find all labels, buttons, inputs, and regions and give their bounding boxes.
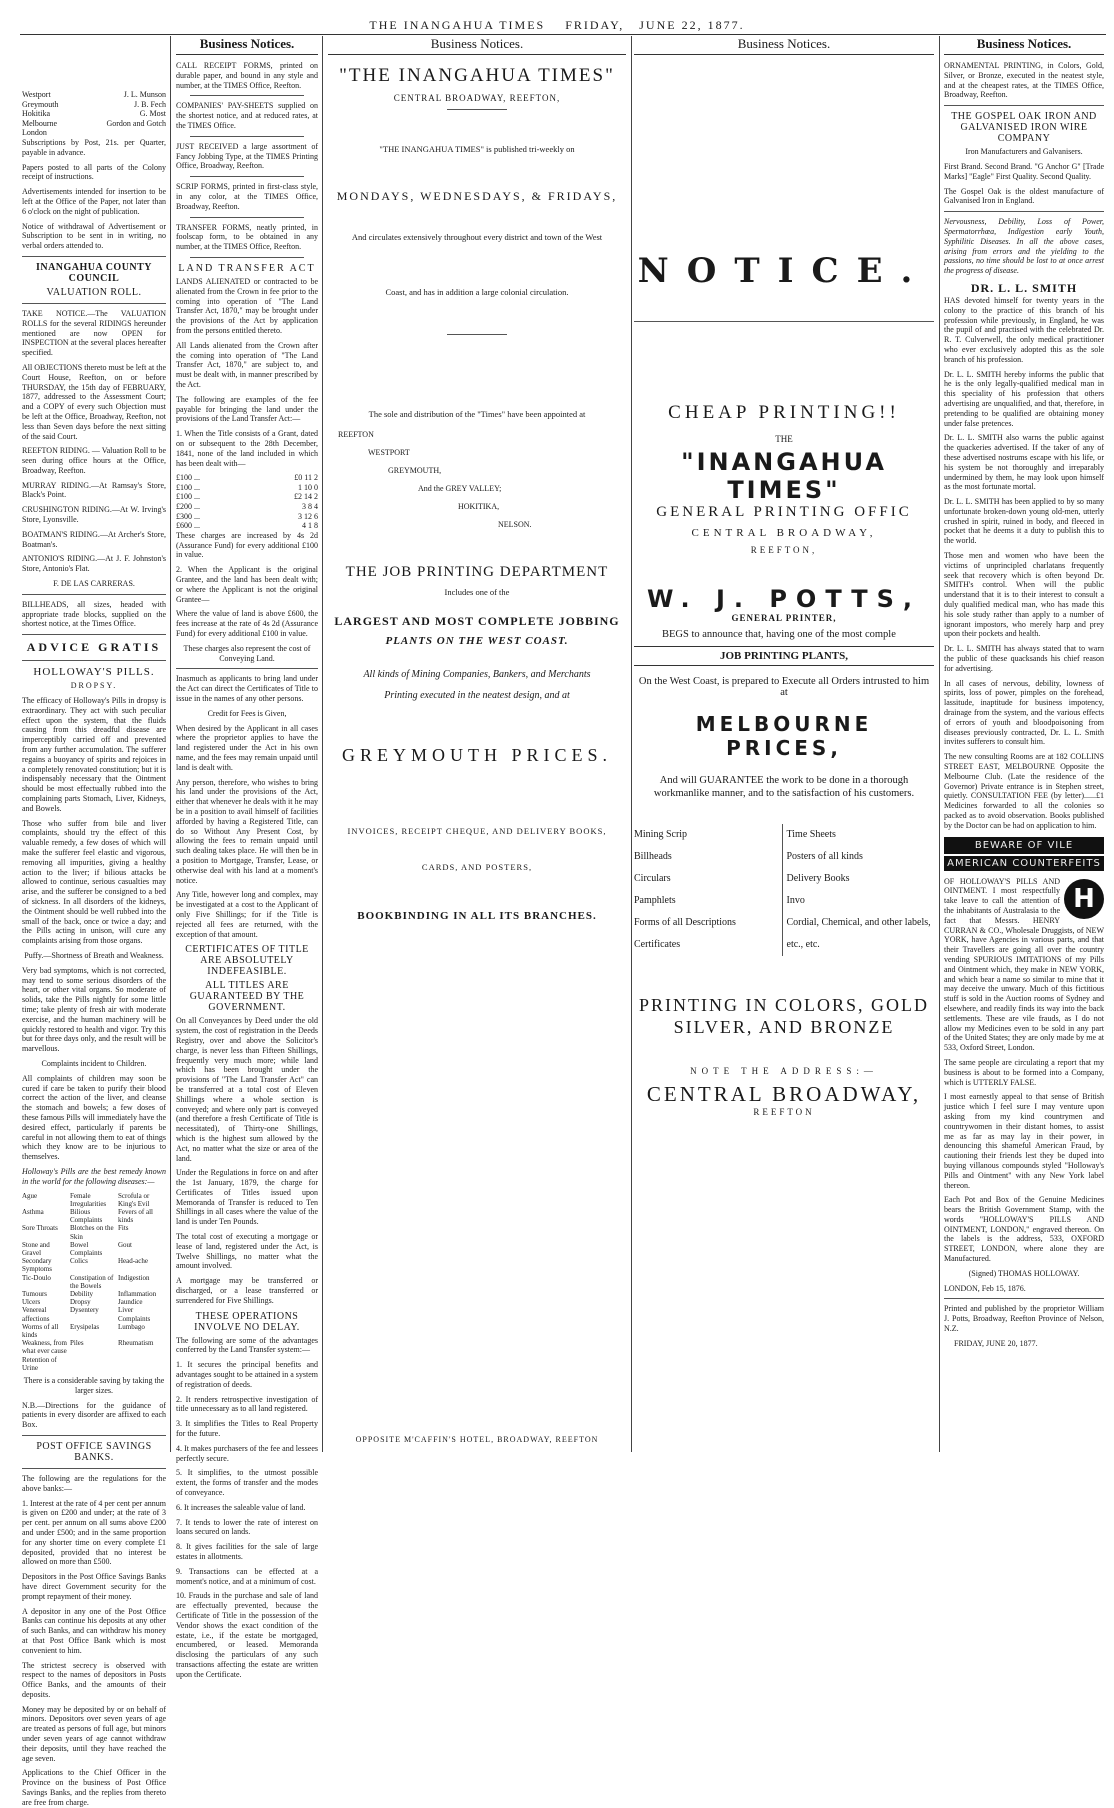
fee-amount: £0 11 2: [294, 473, 318, 483]
mortgage-text: A mortgage may be transferred or discharged, or a lease transferred or surrendered for Five Shillings.: [176, 1276, 318, 1305]
fee-amount: 1 10 0: [298, 482, 318, 492]
fees-2: 2. When the Applicant is the original Grantee, and the land has been dealt with; or where the Applicant is not the original Grantee—: [176, 565, 318, 604]
fee-value: £100 ...: [176, 473, 200, 483]
times-title: "INANGAHUA TIMES": [681, 448, 887, 504]
divider: [190, 176, 304, 177]
column-header: Business Notices.: [634, 36, 934, 55]
inasmuch-text: Inasmuch as applicants to bring land under the Act can direct the Certificates of Title to issue in the names of any other persons.: [176, 674, 318, 704]
council-heading: INANGAHUA COUNTY COUNCIL: [35, 261, 153, 284]
total-cost-text: The total cost of executing a mortgage or lease of land, registered under the Act, is Twelve Shillings, no matter what the amount involved.: [176, 1232, 318, 1271]
fee-value: £100 ...: [176, 482, 200, 492]
reefton-label-2: REEFTON: [753, 1107, 815, 1117]
disease-item: Debility: [70, 1289, 93, 1298]
divider: [944, 105, 1104, 106]
diseases-grid: [22, 1192, 166, 1372]
all-kinds-text: All kinds of Mining Companies, Bankers, and Merchants: [363, 669, 591, 680]
benefit-item: 5. It simplifies, to the utmost possible extent, the forms of transfer and the modes of conveyance.: [176, 1468, 318, 1498]
jpp-heading: JOB PRINTING PLANTS,: [634, 646, 934, 666]
disease-item: Ulcers: [22, 1298, 41, 1307]
fee-value: £300 ...: [176, 511, 200, 521]
agent-name: J. B. Fech: [134, 99, 166, 109]
agent-row: [22, 119, 166, 129]
ornamental-ad: ORNAMENTAL PRINTING, in Colors, Gold, Silver, or Bronze, executed in the neatest style, and at the cheapest rates, at the TIMES Office, Broadway, Reefton.: [944, 61, 1104, 100]
signed-holloway: (Signed) THOMAS HOLLOWAY.: [968, 1268, 1080, 1278]
product-item: Forms of all Descriptions: [634, 917, 736, 928]
job-dept-heading: THE JOB PRINTING DEPARTMENT: [345, 564, 609, 580]
column-divider: [170, 36, 171, 1452]
transfer-ad: TRANSFER FORMS, neatly printed, in foolscap form, to be obtained in any number, at the TIMES Office, Reefton.: [176, 222, 318, 252]
fee-amount: £2 14 2: [294, 492, 318, 502]
paper-address: CENTRAL BROADWAY, REEFTON,: [393, 93, 561, 103]
earnest-text: I most earnestly appeal to that sense of British justice which I feel sure I may venture upon asking from my kind countrymen and countrywomen in their distant homes, to assist me as far as may lay in their power, in denouncing this shameful American Fraud, by cautioning their friends lest they be duped into buying villanous compounds styled "Holloway's Pills and Ointment" with any New York label thereon.: [944, 1092, 1104, 1190]
agent-town: Greymouth: [22, 99, 59, 109]
product-item: Posters of all kinds: [786, 851, 863, 862]
titles-heading: ALL TITLES ARE GUARANTEED BY THE GOVERNMENT.: [189, 980, 305, 1014]
divider: [22, 303, 166, 304]
column-4: [634, 36, 934, 1454]
divider: [22, 256, 166, 257]
report-text: The same people are circulating a report that my business is about to be formed into a Company, which is UTTERLY FALSE.: [944, 1057, 1104, 1087]
product-item: Certificates: [634, 939, 681, 950]
column-divider: [939, 36, 940, 1452]
printed-by: Printed and published by the proprietor William J. Potts, Broadway, Reefton Province of Nelson, N.Z.: [944, 1304, 1104, 1334]
london-date: LONDON, Feb 15, 1876.: [944, 1283, 1026, 1293]
disease-item: Asthma: [22, 1207, 44, 1216]
dr-text-3: Dr. L. L. SMITH also warns the public against the quackeries advertised. If the taker of any of these advertised nostrums escape with his life, or his system be not thoroughly and irreparably undermined by them, he may look upon himself as the most fortunate mortal.: [944, 433, 1104, 492]
objections-text: All OBJECTIONS thereto must be left at the Court House, Reefton, on or before THURSDAY, the 15th day of FEBRUARY, 1877, addressed to the Assessment Court; and a COPY of every such Objection must be left at the Office, Broadway, Reefton, not less than Seven days before the next sitting of the said Court.: [22, 362, 166, 441]
disease-item: Dropsy: [70, 1298, 91, 1307]
benefit-item: 1. It secures the principal benefits and advantages sought to be attained in a system of registration of deeds.: [176, 1360, 318, 1389]
dr-text-2: Dr. L. L. SMITH hereby informs the public that he is the only legally-qualified medical man in this speciality of his profession that others advertising are unqualified, and that, therefore, in pretending to be qualified are obtaining money under false pretences.: [944, 369, 1104, 428]
divider: [944, 211, 1104, 212]
benefit-item: 7. It tends to lower the rate of interest on loans secured on lands.: [176, 1517, 318, 1537]
disease-item: Sore Throats: [22, 1224, 58, 1233]
nb-text: N.B.—Directions for the guidance of patients in every disorder are affixed to each Box.: [22, 1400, 166, 1430]
bile-text: Those who suffer from bile and liver complaints, should try the effect of this valuable remedy, a few doses of which will make the sufferer feel elastic and vigorous, removing all impurities, giving a healthy action to the liver; if bilious attacks be allowed to continue, serious casualties may arise, and the sufferer be consigned to a bed of sickness. In all disorders of the kidneys, the Ointment should be well rubbed into the small of the back, once or twice a day; and the Pills acting in unison, will cure any complaints arising from those organs.: [22, 818, 166, 946]
any-person-text: Any person, therefore, who wishes to bring his land under the provisions of the Act, either that whenever he deals with it he may be in a position to avail himself of facilities afforded by having a Registered Title, can do so Without Any Present Cost, by allowing the fees to remain unpaid until such dealing takes place. He will then be in a position to Mortgage, Transfer, Lease, or otherwise deal with his land at a moment's notice.: [176, 777, 318, 885]
fees-3: Where the value of land is above £600, the fees increase at the rate of 4s 2d (Assurance Fund) for every additional £100 in value.: [176, 609, 318, 639]
riding-item: CRUSHINGTON RIDING.—At W. Irving's Store, Lyonsville.: [22, 505, 166, 525]
masthead: [0, 18, 1114, 33]
masthead-paper: THE INANGAHUA TIMES: [369, 18, 546, 32]
divider: [447, 334, 507, 335]
divider: [22, 594, 166, 595]
divider: [22, 660, 166, 661]
product-item: Time Sheets: [786, 829, 836, 840]
saving-text: There is a considerable saving by taking the larger sizes.: [23, 1375, 165, 1395]
gpo-heading: GENERAL PRINTING OFFIC: [656, 504, 912, 520]
disease-item: Secondary Symptoms: [22, 1257, 52, 1274]
places-list: [328, 426, 626, 534]
disease-item: Ague: [22, 1191, 38, 1200]
posb-rules: [22, 1499, 166, 1808]
includes-text: Includes one of the: [444, 587, 510, 597]
posb-rule: 1. Interest at the rate of 4 per cent per annum is given on £200 and under; at the rate of 3 per cent. per annum on all sums above £200 and under £500; and in the same proportion for any shorter time on every complete £1 deposited, provided that no interest be allowed on more than £500.: [22, 1498, 166, 1567]
the-label: THE: [775, 434, 793, 444]
column-divider: [631, 36, 632, 1452]
companies-ad: COMPANIES' PAY-SHEETS supplied on the shortest notice, and at reduced rates, at the TIMES Office.: [176, 101, 318, 130]
dr-text-6: Dr. L. L. SMITH has always stated that to warn the public of these quacksands his chief reason for advertising.: [944, 644, 1104, 673]
credit-heading: Credit for Fees is Given,: [207, 708, 287, 718]
product-item: Pamphlets: [634, 895, 676, 906]
disease-item: Stone and Gravel: [22, 1240, 50, 1257]
counterfeits-banner: AMERICAN COUNTERFEITS: [944, 856, 1104, 871]
disease-item: Tumours: [22, 1289, 48, 1298]
disease-item: Jaundice: [118, 1298, 143, 1307]
largest-heading: LARGEST AND MOST COMPLETE JOBBING: [334, 614, 620, 628]
conveyances-text: On all Conveyances by Deed under the old system, the cost of registration in the Deeds Registry, over and above the Solicitor's charge, is never less than Fifteen Shillings, frequently very much more; while land which has been brought under the provisions of "The Land Transfer Act" can be transferred at a total cost of Eleven Shillings where a whole section is conveyed; and where only part is conveyed (and therefore a fresh Certificate of Title is necessitated), of Thirty-one Shillings, which is the highest sum allowed by the Act, no matter what the size or area of the land.: [176, 1016, 318, 1163]
disease-item: Venereal affections: [22, 1306, 50, 1323]
ops-heading: THESE OPERATIONS INVOLVE NO DELAY.: [194, 1310, 300, 1333]
posb-intro: The following are the regulations for the above banks:—: [22, 1473, 166, 1493]
disease-item: Fevers of all kinds: [118, 1207, 153, 1225]
posb-rule: Applications to the Chief Officer in the Province on the business of Post Office Savings Banks, and the replies from thereto are free from charge.: [22, 1768, 166, 1807]
disease-item: Inflammation: [118, 1289, 157, 1298]
beware-banner: BEWARE OF VILE: [944, 837, 1104, 854]
disease-item: Indigestion: [118, 1273, 150, 1282]
melbourne-prices: MELBOURNE PRICES,: [695, 712, 873, 760]
coast-text: Coast, and has in addition a large colonial circulation.: [385, 287, 569, 297]
papers-text: Papers posted to all parts of the Colony receipt of instructions.: [22, 162, 166, 182]
brands-text: First Brand. Second Brand. "G Anchor G" [Trade Marks] "Eagle" First Quality. Second Quality.: [944, 161, 1104, 181]
remedy-heading: Holloway's Pills are the best remedy known in the world for the following diseases:—: [22, 1166, 166, 1186]
benefits-intro: The following are some of the advantages conferred by the Land Transfer system:—: [176, 1335, 318, 1355]
dropsy-heading: DROPSY.: [70, 681, 118, 691]
disease-item: Bilious Complaints: [70, 1207, 103, 1225]
fee-amount: 3 8 4: [302, 502, 318, 512]
plants-heading: PLANTS ON THE WEST COAST.: [385, 635, 569, 647]
place-item: GREYMOUTH,: [388, 466, 442, 475]
disease-item: Liver Complaints: [118, 1306, 151, 1323]
column-5: [944, 36, 1104, 1454]
divider: [176, 668, 318, 669]
disease-item: Colics: [70, 1257, 88, 1266]
fees-note: These charges are increased by 4s 2d (Assurance Fund) for every additional £100 in value.: [176, 530, 318, 560]
children-text: All complaints of children may soon be cured if care be taken to purify their blood correct the action of the liver, and cleanse the stomach and bowels; a few doses of these famous Pills will immediately have the desired effect, particularly if parents be careful in not allowing them to eat of things which they know are to be injurious to themselves.: [22, 1073, 166, 1162]
fee-value: £600 ...: [176, 521, 200, 531]
riding-item: ANTONIO'S RIDING.—At J. F. Johnston's Store, Antonio's Flat.: [22, 554, 166, 574]
fee-table: [176, 473, 318, 531]
invoices-text: INVOICES, RECEIPT CHEQUE, AND DELIVERY BOOKS,: [347, 826, 607, 836]
column-divider: [322, 36, 323, 1452]
divider: [190, 136, 304, 137]
divider: [190, 95, 304, 96]
disease-item: Erysipelas: [70, 1322, 100, 1331]
under-reg-text: Under the Regulations in force on and after the 1st January, 1879, the charge for Certificates of Titles issued upon Memoranda of Transfer is reduced to Ten Shillings in all cases where the value of the land is under Ten Pounds.: [176, 1168, 318, 1227]
begs-text: BEGS to announce that, having one of the most comple: [662, 629, 896, 640]
agent-name: G. Most: [139, 109, 166, 119]
product-item: Cordial, Chemical, and other labels, etc., etc.: [786, 917, 931, 950]
benefit-item: 9. Transactions can be effected at a moment's notice, and at a minimum of cost.: [176, 1566, 318, 1586]
agent-town: Westport: [22, 90, 51, 99]
guarantee-text: And will GUARANTEE the work to be done in a thorough workmanlike manner, and to the satisfaction of his customers.: [653, 775, 915, 799]
west-coast-text: On the West Coast, is prepared to Execute all Orders intrusted to him at: [638, 676, 930, 698]
posb-rule: Money may be deposited by or on behalf of minors. Depositors over seven years of age are treated as persons of full age, but minors under seven years of age cannot withdraw their deposits, until they have reached the age seven.: [22, 1704, 166, 1763]
greymouth-prices: GREYMOUTH PRICES.: [341, 745, 613, 765]
iron-text: Iron Manufacturers and Galvanisers.: [965, 147, 1083, 157]
agent-row: [22, 128, 166, 138]
withdrawal-text: Notice of withdrawal of Advertisement or Subscription to be sent in in writing, no verbal orders attended to.: [22, 221, 166, 251]
sole-text: The sole and distribution of the "Times" have been appointed at: [368, 409, 586, 419]
disease-item: Fits: [118, 1224, 129, 1233]
fee-row: [176, 473, 318, 483]
all-lands-text: All Lands alienated from the Crown after the coming into operation of "The Land Transfer Act, 1870," are subject to, and must be dealt with, in manner prescribed by the Act.: [176, 340, 318, 389]
benefits-list: [176, 1360, 318, 1679]
cards-text: CARDS, AND POSTERS,: [421, 862, 533, 872]
riding-item: BOATMAN'S RIDING.—At Archer's Store, Boatman's.: [22, 529, 166, 549]
fee-row: [176, 492, 318, 502]
dr-text-7: In all cases of nervous, debility, lowness of spirits, loss of power, pimples on the forehead, lassitude, inaptitude for business impotency, drainage from the system, and the various effects of errors of youth and bloodpoisoning from diseases previously contracted, Dr. L. L. Smith invites sufferers to consult him.: [944, 678, 1104, 747]
circulates-text: And circulates extensively throughout every district and town of the West: [351, 232, 603, 242]
fee-value: £100 ...: [176, 492, 200, 502]
dr-smith-heading: DR. L. L. SMITH: [970, 280, 1078, 295]
central-broadway-big: CENTRAL BROADWAY,: [646, 1082, 922, 1106]
nervousness-text: Nervousness, Debility, Loss of Power, Spermatorrhœa, Indigestion early Youth, Syphilitic Diseases. In all the above cases, arising from errors and the yielding to the passions, no time should be lost to at once arrest the progress of disease.: [944, 217, 1104, 276]
disease-item: Weakness, from what ever cause: [22, 1339, 67, 1356]
product-item: Billheads: [634, 851, 672, 862]
product-item: Delivery Books: [786, 873, 850, 884]
divider: [944, 1298, 1104, 1299]
posb-rule: A depositor in any one of the Post Office Banks can continue his deposits at any other of such Banks, and can withdraw his money at that Post Office Bank which is most convenient to him.: [22, 1606, 166, 1655]
benefit-item: 8. It gives facilities for the sale of large estates in allotments.: [176, 1542, 318, 1561]
divider: [22, 1435, 166, 1436]
disease-item: Piles: [70, 1339, 84, 1348]
billheads-text: BILLHEADS, all sizes, headed with appropriate trade blocks, supplied on the shortest notice, at the Times Office.: [22, 599, 166, 629]
column-header: Business Notices.: [176, 36, 318, 55]
posb-rule: Depositors in the Post Office Savings Banks have direct Government security for the prompt repayment of their money.: [22, 1572, 166, 1601]
very-bad-text: Very bad symptoms, which is not corrected, may tend to some serious disorders of the heart, or other vital organs. So moderate of solids, take the Pills nightly for some little time; take plenty of fresh air with moderate exercise, and the human machinery will be quickly restored to health and vigor. Try this but for three days only, and the result will be marvellous.: [22, 965, 166, 1054]
posb-heading: POST OFFICE SAVINGS BANKS.: [36, 1440, 152, 1463]
divider: [22, 634, 166, 635]
valuation-heading: VALUATION ROLL.: [46, 286, 142, 298]
column-2: [176, 36, 318, 1679]
benefit-item: 10. Frauds in the purchase and sale of land are effectually prevented, because the Certificate of Title in the possession of the Vendor shows the exact condition of the estate, i.e., if the estate be mortgaged, encumbered, or leased. Memoranda disclosing the particulars of any such transactions affecting the estate are written upon the Certificate.: [176, 1591, 318, 1679]
bookbinding-text: BOOKBINDING IN ALL ITS BRANCHES.: [357, 910, 597, 922]
fees-4: These charges also represent the cost of Conveying Land.: [183, 643, 311, 663]
masthead-day: FRIDAY,: [565, 18, 625, 32]
benefit-item: 2. It renders retrospective investigation of title unnecessary as to all land registered.: [176, 1394, 318, 1414]
of-holloway-text: OF HOLLOWAY'S PILLS AND OINTMENT. I most respectfully take leave to call the attention of the inhabitants of Australasia to the fact that Messrs. HENRY CURRAN & CO., Wholesale Druggists, of NEW YORK, have Agencies in various parts, and that their Travellers are going all over the country vending SPURIOUS IMITATIONS of my Pills and Ointment which, they make in NEW YORK, and which bear a name so similar to mine that it may deceive the unwary. Much of this fictitious stuff is sold in the Auction rooms of Sydney and elsewhere, and readily finds its way into the back settlements. These are vile frauds, as I do not allow my Medicines even to be sold in any part of the United States; they are only made by me at 533, Oxford Street, London.: [944, 876, 1104, 1053]
benefit-item: 4. It makes purchasers of the fee and lessees perfectly secure.: [176, 1443, 318, 1463]
disease-item: Head-ache: [118, 1257, 148, 1266]
printing-exec-text: Printing executed in the neatest design, and at: [384, 690, 570, 701]
holloway-heading: HOLLOWAY'S PILLS.: [33, 666, 155, 679]
disease-item: Rheumatism: [118, 1339, 154, 1348]
product-item: Mining Scrip: [634, 829, 688, 840]
paper-title: "THE INANGAHUA TIMES": [339, 65, 615, 86]
fee-row: [176, 483, 318, 493]
divider: [190, 217, 304, 218]
disease-item: Gout: [118, 1240, 132, 1249]
call-receipt-ad: CALL RECEIPT FORMS, printed on durable paper, and bound in any style and number, at the TIMES Office, Reefton.: [176, 61, 318, 90]
product-item: Circulars: [634, 873, 671, 884]
credit-text: When desired by the Applicant in all cases where the proprietor applies to have the land registered under the Act in his own name, and the fees may remain unpaid until land is dealt with.: [176, 723, 318, 772]
scrip-ad: SCRIP FORMS, printed in first-class style, in any color, at the TIMES Office, Broadway, Reefton.: [176, 182, 318, 211]
note-address: NOTE THE ADDRESS:—: [690, 1066, 878, 1076]
land-act-heading: LAND TRANSFER ACT: [178, 262, 316, 274]
agent-name: J. L. Munson: [123, 90, 166, 99]
fee-row: [176, 512, 318, 522]
fee-row: [176, 521, 318, 531]
signed-text: F. DE LAS CARRERAS.: [53, 579, 135, 589]
place-item: HOKITIKA,: [458, 502, 500, 511]
products-list: [634, 824, 934, 956]
fee-amount: 3 12 6: [298, 511, 318, 521]
days-text: MONDAYS, WEDNESDAYS, & FRIDAYS,: [336, 189, 618, 203]
fee-value: £200 ...: [176, 502, 200, 512]
place-item: NELSON.: [498, 520, 532, 529]
divider: [22, 1468, 166, 1469]
fees-1: 1. When the Title consists of a Grant, dated on or subsequent to the 28th December, 1841, none of the land included in which has been dealt with—: [176, 429, 318, 468]
dr-text-4: Dr. L. L. SMITH has been applied to by so many unfortunate broken-down young old-men, utterly crushed in spirit, ruined in body, and fleeced in pocket that he deems it a duty to publish this to the world.: [944, 497, 1104, 546]
products-left: [634, 824, 782, 956]
agent-town: Melbourne: [22, 118, 58, 128]
potts-heading: W. J. POTTS,: [646, 585, 922, 613]
column-header: Business Notices.: [328, 36, 626, 55]
agent-row: [22, 100, 166, 110]
disease-item: Retention of Urine: [22, 1355, 57, 1372]
divider: [190, 257, 304, 258]
benefit-item: 3. It simplifies the Titles to Real Property for the future.: [176, 1419, 318, 1439]
just-received-ad: JUST RECEIVED a large assortment of Fancy Jobbing Type, at the TIMES Printing Office, Broadway, Reefton.: [176, 141, 318, 171]
lands-alienated-text: LANDS ALIENATED or contracted to be alienated from the Crown in fee prior to the coming into operation of "The Land Transfer Act, 1870," may be brought under the provisions of the Act by application from the persons entitled thereto.: [176, 276, 318, 335]
take-notice-text: TAKE NOTICE.—The VALUATION ROLLS for the several RIDINGS hereunder mentioned are now OPEN for INSPECTION at the several places hereafter specified.: [22, 308, 166, 358]
cheap-printing-heading: CHEAP PRINTING!!: [668, 402, 900, 423]
disease-item: Constipation of the Bowels: [70, 1273, 114, 1290]
puffy-heading: Puffy.—Shortness of Breath and Weakness.: [24, 950, 164, 960]
consult-text: The new consulting Rooms are at 182 COLLINS STREET EAST, MELBOURNE Opposite the Melbourne Club. (Late the residence of the Governor) Private entrance is in Stephen street, quietly. CONSULTATION FEE (by letter)......£1 Medicines forwarded to all the colonies so packed as to avoid observation. Books published by the Doctor can be had on application to him.: [944, 752, 1104, 830]
certs-heading: CERTIFICATES OF TITLE ARE ABSOLUTELY INDEFEASIBLE.: [185, 944, 309, 978]
fees-intro: The following are examples of the fee payable for bringing the land under the provisions of the Land Transfer Act:—: [176, 394, 318, 424]
gospel-heading: THE GOSPEL OAK IRON AND GALVANISED IRON WIRE COMPANY: [951, 111, 1097, 145]
holloway-trademark-icon: H: [1064, 879, 1104, 919]
riding-item: MURRAY RIDING.—At Ramsay's Store, Black's Point.: [22, 480, 166, 500]
agent-row: [22, 90, 166, 100]
disease-item: Worms of all kinds: [22, 1322, 59, 1339]
benefit-item: 6. It increases the saleable value of land.: [176, 1502, 306, 1512]
fee-row: [176, 502, 318, 512]
divider: [634, 321, 934, 322]
place-item: WESTPORT: [368, 448, 410, 457]
place-item: REEFTON: [338, 430, 374, 439]
masthead-rule: [20, 34, 1106, 35]
agent-row: [22, 109, 166, 119]
agent-name: Gordon and Gotch: [106, 118, 166, 128]
products-right: [782, 824, 935, 956]
general-printer: GENERAL PRINTER,: [731, 613, 837, 623]
disease-item: Blotches on the Skin: [70, 1224, 114, 1241]
column-header: Business Notices.: [944, 36, 1104, 55]
published-text: "THE INANGAHUA TIMES" is published tri-weekly on: [379, 144, 575, 154]
oldest-text: The Gospel Oak is the oldest manufacture of Galvanised Iron in England.: [944, 186, 1104, 206]
masthead-date: JUNE 22, 1877.: [639, 18, 745, 32]
posb-rule: The strictest secrecy is observed with respect to the names of depositors in Posts Office Banks, and the amounts of their deposits.: [22, 1660, 166, 1699]
dr-text-5: Those men and women who have been the victims of unprincipled charlatans frequently seek that recovery which is often beyond Dr. SMITH's control. When will the public understand that it is to their interest to consult a duly qualified medical man, who has made this his sole study rather than apply to a number of ignorant impostors, who merely harp and prey upon their pockets and health.: [944, 551, 1104, 639]
disease-item: Dysentery: [70, 1306, 99, 1315]
disease-item: Tic-Doulo: [22, 1273, 51, 1282]
any-title-text: Any Title, however long and complex, may be investigated at a cost to the Applicant of only Five Shillings; for if the Title is rejected all fees are returned, with the exception of that amount.: [176, 890, 318, 939]
fee-amount: 4 1 8: [302, 521, 318, 531]
dropsy-text: The efficacy of Holloway's Pills in dropsy is extraordinary. They act with such peculiar effect upon the system, that the fluids causing from this dreadful disease are imperceptibly carried off and prevented from any further accumulation. The sufferer regains a buoyancy of spirits and rejoices in a completely renovated constitution; but it is indispensably necessary that the Ointment should be most effectually rubbed into the complaining parts Stomach, Liver, Kidneys, and Bowels.: [22, 696, 166, 813]
disease-item: Lumbago: [118, 1322, 145, 1331]
ridings-list: [22, 446, 166, 574]
central-broadway: CENTRAL BROADWAY,: [691, 527, 877, 539]
footer-date: FRIDAY, JUNE 20, 1877.: [954, 1338, 1038, 1348]
children-heading: Complaints incident to Children.: [41, 1058, 147, 1068]
dr-text-1: HAS devoted himself for twenty years in the colony to the practice of this branch of his profession while previously, in England, he was the pupil of and practised with the celebrated Dr. R. T. Culverwell, the only medical practitioner who ever exclusively adopted this as the sole branch of his profession.: [944, 295, 1104, 364]
advert-text: Advertisements intended for insertion to be left at the Office of the Paper, not later than 6 o'clock on the night of publication.: [22, 187, 166, 216]
each-pot-text: Each Pot and Box of the Genuine Medicines bears the British Government Stamp, with the words "HOLLOWAY'S PILLS AND OINTMENT, LONDON," engraved thereon. On the labels is the address, 533, OXFORD STREET, LONDON, where alone they are Manufactured.: [944, 1195, 1104, 1264]
place-item: And the GREY VALLEY;: [418, 484, 502, 493]
column-3-footer: OPPOSITE M'CAFFIN'S HOTEL, BROADWAY, REEFTON: [355, 1435, 599, 1444]
agent-town: Hokitika: [22, 109, 50, 119]
notice-heading: NOTICE.: [637, 251, 931, 291]
colors-heading: PRINTING IN COLORS, GOLD SILVER, AND BRONZE: [639, 995, 929, 1037]
divider: [447, 109, 507, 110]
agents-list: [22, 90, 166, 138]
subscriptions-text: Subscriptions by Post, 21s. per Quarter, payable in advance.: [22, 137, 166, 157]
disease-item: Bowel Complaints: [70, 1240, 103, 1257]
advice-heading: ADVICE GRATIS: [26, 640, 162, 655]
agent-town: London: [22, 128, 47, 138]
reefton-label: REEFTON,: [750, 545, 818, 555]
riding-item: REEFTON RIDING. — Valuation Roll to be seen during office hours at the Office, Broadway, Reefton.: [22, 446, 166, 475]
disease-item: Female Irregularities: [70, 1191, 107, 1208]
disease-item: Scrofula or King's Evil: [118, 1191, 150, 1208]
column-3: [328, 36, 626, 1454]
product-item: Invo: [786, 895, 805, 906]
column-1: [22, 90, 166, 1807]
